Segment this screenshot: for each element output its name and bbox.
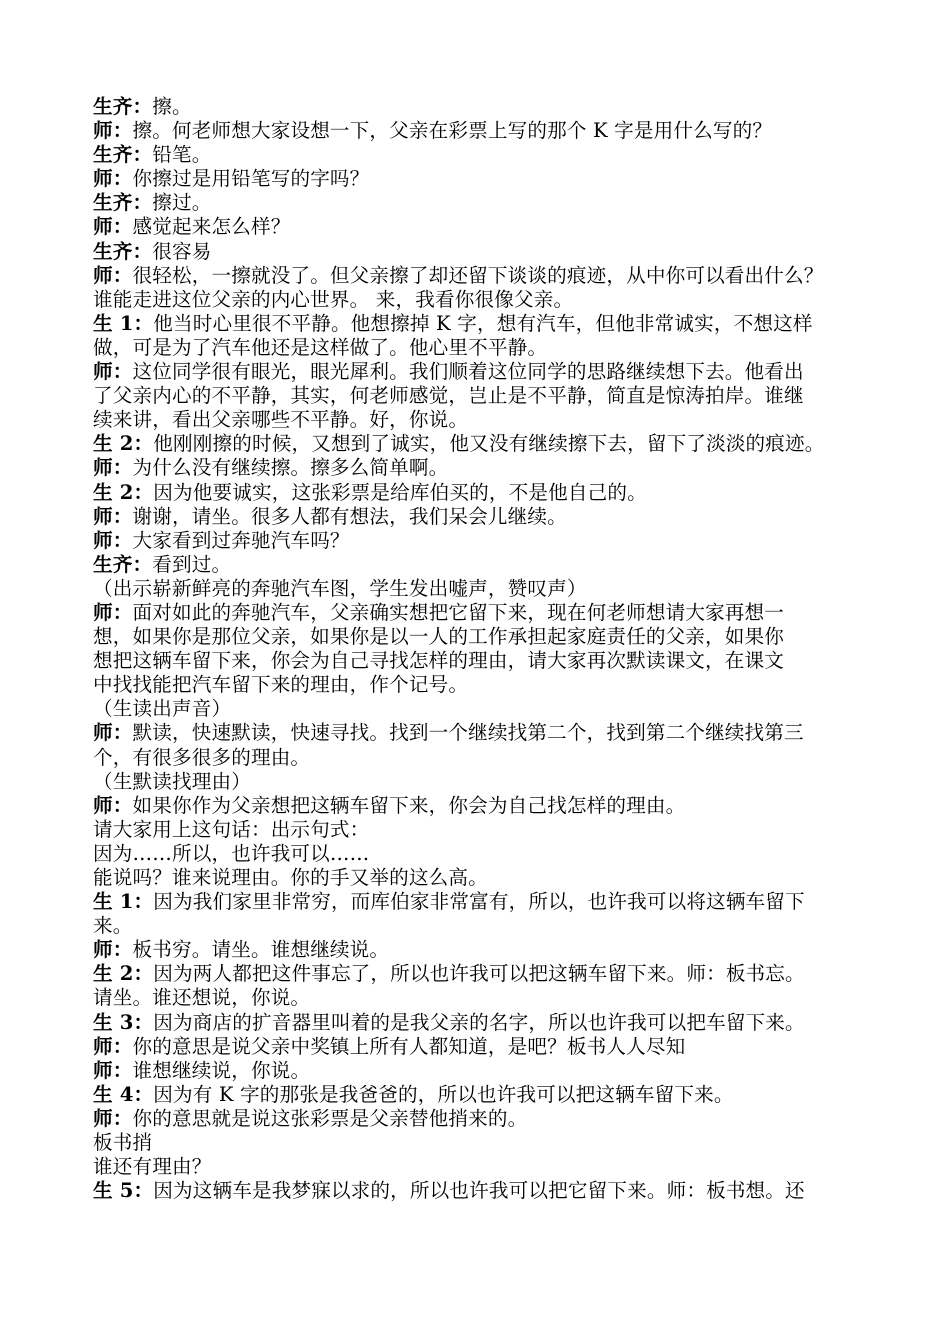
line-text: 想把这辆车留下来，你会为自己寻找怎样的理由，请大家再次默读课文，在课文 <box>93 649 785 673</box>
transcript-line <box>93 890 883 914</box>
line-text: 擦。 <box>152 95 192 118</box>
line-text: 他刚刚擦的时候，又想到了诚实，他又没有继续擦下去，留下了淡淡的痕迹。 <box>153 432 825 456</box>
speaker-label: 师： <box>93 360 133 384</box>
transcript-line <box>93 938 883 962</box>
speaker-label: 生 2： <box>93 962 154 986</box>
transcript-line <box>93 1155 883 1179</box>
line-text: 很容易 <box>152 239 212 263</box>
transcript-line <box>93 721 883 745</box>
speaker-label: 师： <box>93 456 133 480</box>
speaker-label: 生齐： <box>93 552 153 576</box>
line-text: 谢谢，请坐。很多人都有想法，我们呆会儿继续。 <box>132 504 567 528</box>
transcript-line <box>93 288 883 312</box>
line-text: 为什么没有继续擦。擦多么简单啊。 <box>132 456 449 480</box>
transcript-line <box>93 746 883 770</box>
line-text: 因为这辆车是我梦寐以求的，所以也许我可以把它留下来。师：板书想。还 <box>153 1179 805 1203</box>
transcript <box>93 95 883 1203</box>
line-text: 擦过。 <box>152 191 212 215</box>
line-text: 如果你作为父亲想把这辆车留下来，你会为自己找怎样的理由。 <box>132 793 686 817</box>
line-text: （生默读找理由） <box>93 769 251 793</box>
line-text: 他当时心里很不平静。他想擦掉 K 字，想有汽车，但他非常诚实，不想这样 <box>153 311 813 335</box>
document-page <box>93 95 883 1203</box>
line-text: 板书穷。请坐。谁想继续说。 <box>132 938 390 962</box>
transcript-line <box>93 481 883 505</box>
transcript-line <box>93 649 883 673</box>
line-text: 中找找能把汽车留下来的理由，作个记号。 <box>93 673 469 697</box>
line-text: 大家看到过奔驰汽车吗？ <box>132 528 350 552</box>
transcript-line <box>93 962 883 986</box>
speaker-label: 师： <box>93 1106 133 1130</box>
transcript-line <box>93 1083 883 1107</box>
transcript-line <box>93 191 883 215</box>
speaker-label: 生 1： <box>93 890 154 914</box>
transcript-line <box>93 505 883 529</box>
speaker-label: 师： <box>93 600 133 624</box>
speaker-label: 师： <box>93 263 133 287</box>
transcript-line <box>93 167 883 191</box>
line-text: 了父亲内心的不平静，其实，何老师感觉，岂止是不平静，简直是惊涛拍岸。谁继 <box>93 384 804 408</box>
speaker-label: 师： <box>93 721 133 745</box>
transcript-line <box>93 1059 883 1083</box>
speaker-label: 师： <box>93 504 133 528</box>
line-text: 个，有很多很多的理由。 <box>93 745 311 769</box>
line-text: 请坐。谁还想说，你说。 <box>93 986 311 1010</box>
transcript-line <box>93 673 883 697</box>
transcript-line <box>93 770 883 794</box>
speaker-label: 师： <box>93 1034 133 1058</box>
speaker-label: 生 2： <box>93 480 154 504</box>
transcript-line <box>93 818 883 842</box>
line-text: 因为商店的扩音器里叫着的是我父亲的名字，所以也许我可以把车留下来。 <box>153 1010 805 1034</box>
transcript-line <box>93 264 883 288</box>
transcript-line <box>93 360 883 384</box>
speaker-label: 生 5： <box>93 1179 154 1203</box>
transcript-line <box>93 986 883 1010</box>
speaker-label: 生齐： <box>93 239 153 263</box>
line-text: 请大家用上这句话：出示句式： <box>93 817 370 841</box>
transcript-line <box>93 143 883 167</box>
transcript-line <box>93 384 883 408</box>
line-text: 你的意思是说父亲中奖镇上所有人都知道，是吧？板书人人尽知 <box>132 1034 686 1058</box>
transcript-line <box>93 95 883 119</box>
speaker-label: 师： <box>93 793 133 817</box>
transcript-line <box>93 432 883 456</box>
line-text: （出示崭新鲜亮的奔驰汽车图，学生发出嘘声，赞叹声） <box>93 576 587 600</box>
line-text: 很轻松，一擦就没了。但父亲擦了却还留下谈谈的痕迹，从中你可以看出什么？ <box>132 263 824 287</box>
transcript-line <box>93 456 883 480</box>
transcript-line <box>93 312 883 336</box>
speaker-label: 生 1： <box>93 311 154 335</box>
transcript-line <box>93 1179 883 1203</box>
line-text: 因为……所以，也许我可以…… <box>93 841 370 865</box>
line-text: 因为他要诚实，这张彩票是给库伯买的，不是他自己的。 <box>153 480 647 504</box>
speaker-label: 师： <box>93 528 133 552</box>
line-text: 因为有 K 字的那张是我爸爸的，所以也许我可以把这辆车留下来。 <box>153 1082 734 1106</box>
line-text: 铅笔。 <box>152 143 212 167</box>
transcript-line <box>93 794 883 818</box>
line-text: 做，可是为了汽车他还是这样做了。他心里不平静。 <box>93 335 548 359</box>
transcript-line <box>93 1107 883 1131</box>
transcript-line <box>93 553 883 577</box>
transcript-line <box>93 408 883 432</box>
line-text: 你擦过是用铅笔写的字吗？ <box>132 167 370 191</box>
transcript-line <box>93 1035 883 1059</box>
line-text: 默读，快速默读，快速寻找。找到一个继续找第二个，找到第二个继续找第三 <box>132 721 804 745</box>
speaker-label: 生 2： <box>93 432 154 456</box>
transcript-line <box>93 119 883 143</box>
speaker-label: 生齐： <box>93 95 153 118</box>
line-text: 来。 <box>93 914 133 938</box>
speaker-label: 师： <box>93 119 133 143</box>
line-text: 感觉起来怎么样？ <box>132 215 291 239</box>
transcript-line <box>93 240 883 264</box>
transcript-line <box>93 215 883 239</box>
speaker-label: 生齐： <box>93 143 153 167</box>
line-text: 能说吗？谁来说理由。你的手又举的这么高。 <box>93 866 488 889</box>
transcript-line <box>93 866 883 890</box>
line-text: 你的意思就是说这张彩票是父亲替他捎来的。 <box>132 1106 528 1130</box>
line-text: 续来讲，看出父亲哪些不平静。好，你说。 <box>93 408 469 432</box>
line-text: 看到过。 <box>152 552 232 576</box>
transcript-line <box>93 1131 883 1155</box>
speaker-label: 生齐： <box>93 191 153 215</box>
transcript-line <box>93 842 883 866</box>
speaker-label: 生 4： <box>93 1082 154 1106</box>
transcript-line <box>93 1011 883 1035</box>
line-text: 板书捎 <box>93 1131 153 1155</box>
transcript-line <box>93 625 883 649</box>
line-text: 面对如此的奔驰汽车，父亲确实想把它留下来，现在何老师想请大家再想一 <box>132 600 785 624</box>
transcript-line <box>93 577 883 601</box>
transcript-line <box>93 336 883 360</box>
transcript-line <box>93 914 883 938</box>
line-text: 谁能走进这位父亲的内心世界。 来，我看你很像父亲。 <box>93 287 574 311</box>
speaker-label: 师： <box>93 1058 133 1082</box>
speaker-label: 师： <box>93 167 133 191</box>
transcript-line <box>93 601 883 625</box>
speaker-label: 师： <box>93 215 133 239</box>
speaker-label: 师： <box>93 938 133 962</box>
line-text: 谁还有理由？ <box>93 1155 212 1179</box>
transcript-line <box>93 697 883 721</box>
line-text: 想，如果你是那位父亲，如果你是以一人的工作承担起家庭责任的父亲，如果你 <box>93 625 785 649</box>
line-text: （生读出声音） <box>93 697 232 721</box>
line-text: 这位同学很有眼光，眼光犀利。我们顺着这位同学的思路继续想下去。他看出 <box>132 360 804 384</box>
line-text: 因为两人都把这件事忘了，所以也许我可以把这辆车留下来。师：板书忘。 <box>153 962 805 986</box>
line-text: 谁想继续说，你说。 <box>132 1058 311 1082</box>
line-text: 因为我们家里非常穷，而库伯家非常富有，所以，也许我可以将这辆车留下 <box>153 890 805 914</box>
line-text: 擦。何老师想大家设想一下，父亲在彩票上写的那个 K 字是用什么写的？ <box>132 119 773 143</box>
transcript-line <box>93 529 883 553</box>
speaker-label: 生 3： <box>93 1010 154 1034</box>
